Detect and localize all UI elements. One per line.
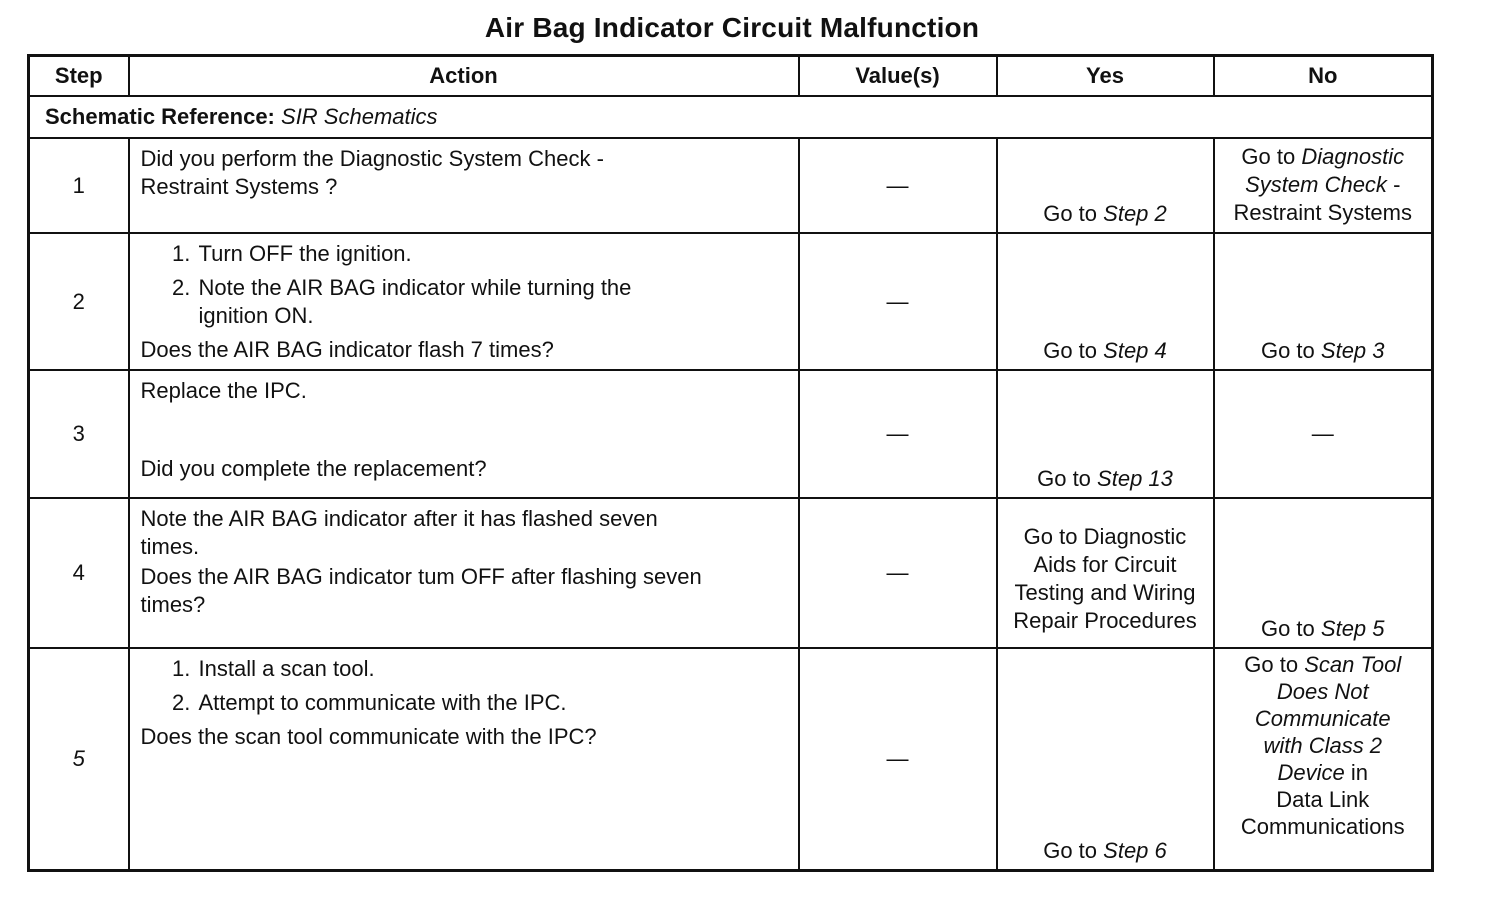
action-text: Note the AIR BAG indicator after it has flashed seven times. <box>140 506 658 559</box>
yes-cell <box>997 233 1214 370</box>
list-item: 2. Attempt to communicate with the IPC. <box>197 689 788 717</box>
action-question: Did you complete the replacement? <box>140 456 487 481</box>
no-tail-text: Communications <box>1240 814 1405 839</box>
go-to-text: Go to <box>1244 652 1299 677</box>
header-action: Action <box>129 56 799 97</box>
no-step-link[interactable]: Step 3 <box>1320 338 1385 363</box>
go-to-text: Go to <box>1037 466 1091 491</box>
step-number: 3 <box>29 370 129 498</box>
yes-line: Go to Diagnostic <box>1023 524 1187 549</box>
list-item: 1. Install a scan tool. <box>197 655 788 683</box>
yes-line: Testing and Wiring <box>1014 580 1196 605</box>
yes-step-link[interactable]: Step 2 <box>1103 201 1167 226</box>
value-cell: — <box>799 370 997 498</box>
no-tail-text: Data Link <box>1276 787 1370 812</box>
table-row-step-1 <box>29 138 1433 233</box>
yes-target-link[interactable] <box>998 511 1213 635</box>
step-number <box>29 648 129 870</box>
no-target-link[interactable] <box>1215 139 1432 227</box>
header-step: Step <box>29 56 129 97</box>
yes-step-link[interactable]: Step 6 <box>1103 837 1167 863</box>
table-row-step-4 <box>29 498 1433 648</box>
no-cell <box>1214 138 1433 233</box>
yes-cell <box>997 370 1214 498</box>
step-number: 2 <box>29 233 129 370</box>
action-question: Does the AIR BAG indicator tum OFF after flashing seven times? <box>140 564 702 617</box>
value-cell: — <box>799 498 997 648</box>
header-values: Value(s) <box>799 56 997 97</box>
go-to-text: Go to <box>1260 338 1315 363</box>
value-cell: — <box>799 138 997 233</box>
table-row-step-3 <box>29 370 1433 498</box>
list-item: 2. Note the AIR BAG indicator while turning the ignition ON. <box>197 274 788 330</box>
action-question: Does the scan tool communicate with the IPC? <box>140 724 597 749</box>
table-row-step-5 <box>29 648 1433 870</box>
yes-cell <box>997 138 1214 233</box>
go-to-text: Go to <box>1043 201 1098 226</box>
action-cell <box>129 138 799 233</box>
schematic-row <box>29 96 1433 138</box>
header-row <box>29 56 1433 97</box>
yes-line: Aids for Circuit <box>1033 552 1177 577</box>
list-item: 1. Turn OFF the ignition. <box>197 240 788 268</box>
header-yes: Yes <box>997 56 1214 97</box>
no-link-part: Diagnostic <box>1301 144 1405 169</box>
action-cell <box>129 648 799 870</box>
yes-cell <box>997 648 1214 870</box>
go-to-text: Go to <box>1241 144 1296 169</box>
no-target-link[interactable] <box>1215 649 1432 840</box>
no-dash: - <box>1393 172 1401 197</box>
schematic-label: Schematic Reference: <box>45 104 275 129</box>
no-value: — <box>1311 421 1334 446</box>
no-in-text: in <box>1350 760 1368 785</box>
page-title: Air Bag Indicator Circuit Malfunction <box>484 12 980 43</box>
header-no: No <box>1214 56 1433 97</box>
go-to-text: Go to <box>1043 837 1098 863</box>
table-row-step-2 <box>29 233 1433 370</box>
action-cell <box>129 498 799 648</box>
go-to-text: Go to <box>1260 616 1315 641</box>
no-link-part: Device <box>1277 760 1345 785</box>
yes-step-link[interactable]: Step 13 <box>1097 466 1173 491</box>
instruction-list <box>141 655 788 717</box>
step-number: 1 <box>29 138 129 233</box>
action-question: Does the AIR BAG indicator flash 7 times? <box>140 337 554 362</box>
action-text: Replace the IPC. <box>140 378 307 403</box>
schematic-link[interactable]: SIR Schematics <box>281 104 438 129</box>
action-cell <box>129 233 799 370</box>
no-link-part: Communicate <box>1254 706 1391 731</box>
no-cell <box>1214 498 1433 648</box>
action-question: Did you perform the Diagnostic System Check - Restraint Systems ? <box>140 146 604 199</box>
no-step-link[interactable]: Step 5 <box>1320 616 1385 641</box>
step-number-text: 5 <box>72 745 85 771</box>
go-to-text: Go to <box>1043 338 1098 363</box>
no-cell <box>1214 370 1433 498</box>
no-link-part: System Check <box>1245 172 1387 197</box>
no-link-part: Scan Tool <box>1304 652 1402 677</box>
no-cell <box>1214 233 1433 370</box>
yes-line: Repair Procedures <box>1013 608 1197 633</box>
step-number: 4 <box>29 498 129 648</box>
instruction-list <box>141 240 788 330</box>
value-cell: — <box>799 233 997 370</box>
no-text: Restraint Systems <box>1233 200 1412 225</box>
no-cell <box>1214 648 1433 870</box>
yes-step-link[interactable]: Step 4 <box>1103 338 1167 363</box>
yes-cell <box>997 498 1214 648</box>
value-cell: — <box>799 648 997 870</box>
action-cell <box>129 370 799 498</box>
no-link-part: Does Not <box>1276 679 1369 704</box>
schematic-reference <box>29 96 1433 138</box>
diagnostic-table <box>27 54 1434 872</box>
no-link-part: with Class 2 <box>1263 733 1383 758</box>
